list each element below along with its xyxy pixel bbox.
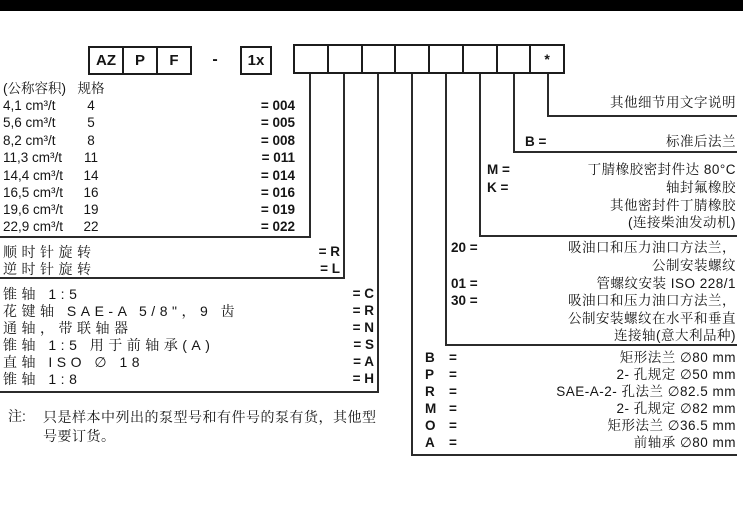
size-row-size: 22 [83,219,99,234]
connector-line [411,74,413,455]
code-box-f: F [156,46,192,75]
flange-row-label: 2- 孔规定 ∅82 mm [616,401,736,416]
connector-line [513,151,737,153]
connector-line [547,115,737,117]
seal-row-label: 丁腈橡胶密封件达 80°C [587,162,736,177]
size-row-size: 5 [87,115,95,130]
rotation-row-code: = L [320,261,340,276]
note-text: 只是样本中列出的泵型号和有件号的泵有货，其他型号要订货。 [43,409,377,444]
size-row-code: = 011 [261,150,295,165]
dash-separator: - [212,51,218,68]
connector-line [377,74,379,392]
connector-line [309,74,311,237]
option-cell-2 [327,44,363,74]
size-row-code: = 004 [260,98,295,113]
size-row-volume: 8,2 cm³/t [3,133,56,148]
rotation-row-label: 逆时针旋转 [3,261,96,277]
shaft-row-label: 锥轴 1:8 [3,371,82,387]
ports-row-code: 20 = [451,240,478,255]
flange-row-letter: A [425,435,435,450]
size-row-volume: 11,3 cm³/t [3,150,63,165]
shaft-row-code: = R [352,303,374,318]
model-code-boxes [88,46,192,75]
size-row-volume: 5,6 cm³/t [3,115,56,130]
flange-row-label: 矩形法兰 ∅80 mm [619,350,736,365]
shaft-row-label: 花键轴 SAE-A 5/8"，9 齿 [3,303,240,319]
connector-line [513,74,515,152]
flange-row-label: SAE-A-2- 孔法兰 ∅82.5 mm [556,384,736,399]
connector-line [0,236,311,238]
size-row-code: = 016 [260,185,295,200]
flange-row-eq: = [449,350,457,365]
shaft-row-code: = H [352,371,374,386]
ports-row-label: 公制安装螺纹 [652,258,736,273]
seal-row-label: 轴封氟橡胶 [666,180,736,195]
connector-line [0,277,345,279]
connector-line [479,235,737,237]
size-header: 规格 [77,81,105,96]
rotation-row-label: 顺时针旋转 [3,244,96,260]
size-row-code: = 008 [260,133,295,148]
ports-row-label: 公制安装螺纹在水平和垂直 [568,311,736,326]
option-cell-5 [428,44,464,74]
shaft-row-label: 通轴，带联轴器 [3,320,133,336]
size-row-size: 8 [87,133,95,148]
shaft-row-code: = S [353,337,374,352]
flange-row-eq: = [449,418,457,433]
rear-flange-code: B = [525,134,547,149]
series-box [240,46,272,75]
connector-line [547,74,549,116]
seal-row-code: K = [487,180,509,195]
option-cell-3 [361,44,397,74]
shaft-row-code: = C [352,286,374,301]
flange-row-letter: P [425,367,435,382]
flange-row-label: 前轴承 ∅80 mm [633,435,736,450]
shaft-row-label: 直轴 ISO ∅ 18 [3,354,145,370]
size-row-code: = 005 [260,115,295,130]
flange-row-letter: O [425,418,436,433]
seal-row-label: (连接柴油发动机) [628,215,736,230]
flange-row-label: 2- 孔规定 ∅50 mm [616,367,736,382]
connector-line [445,74,447,345]
rear-flange-label: 标准后法兰 [666,134,736,149]
option-cells [293,44,565,74]
rotation-row-code: = R [318,244,340,259]
code-box-az: AZ [88,46,124,75]
shaft-row-code: = N [352,320,374,335]
size-row-size: 16 [83,185,99,200]
size-row-volume: 19,6 cm³/t [3,202,64,217]
size-row-volume: 16,5 cm³/t [3,185,64,200]
option-cell-6 [462,44,498,74]
shaft-row-code: = A [353,354,374,369]
other-details-label: 其他细节用文字说明 [610,95,736,110]
flange-row-letter: R [425,384,435,399]
size-row-size: 11 [83,150,98,165]
size-row-code: = 019 [260,202,295,217]
connector-line [479,74,481,236]
size-row-size: 14 [83,168,99,183]
series-box-1x: 1x [240,46,272,75]
connector-line [445,344,737,346]
shaft-row-label: 锥轴 1:5 [3,286,82,302]
flange-row-eq: = [449,367,457,382]
size-volume-header: (公称容积) [3,81,66,96]
option-cell-7 [496,44,532,74]
flange-row-letter: M [425,401,437,416]
size-row-code: = 022 [260,219,295,234]
note-label: 注: [8,408,26,424]
connector-line [411,454,737,456]
flange-row-eq: = [449,401,457,416]
flange-row-eq: = [449,435,457,450]
page-header-bar [0,0,743,11]
size-row-size: 19 [83,202,99,217]
size-row-code: = 014 [260,168,295,183]
ports-row-code: 30 = [451,293,478,308]
seal-row-label: 其他密封件丁腈橡胶 [610,198,736,213]
flange-row-letter: B [425,350,435,365]
ports-row-label: 管螺纹安装 ISO 228/1 [596,276,736,291]
code-box-p: P [122,46,158,75]
size-row-size: 4 [87,98,95,113]
flange-row-label: 矩形法兰 ∅36.5 mm [607,418,736,433]
size-row-volume: 14,4 cm³/t [3,168,64,183]
size-row-volume: 4,1 cm³/t [3,98,56,113]
option-cell-1 [293,44,329,74]
size-row-volume: 22,9 cm³/t [3,219,64,234]
option-cell-4 [394,44,430,74]
star-cell: * [529,44,565,74]
flange-row-eq: = [449,384,457,399]
ports-row-label: 吸油口和压力油口方法兰， [568,240,736,255]
ports-row-label: 吸油口和压力油口方法兰， [568,293,736,308]
shaft-row-label: 锥轴 1:5 用于前轴承(A) [3,337,215,353]
connector-line [0,391,379,393]
ports-row-label: 连接轴(意大利品种) [614,328,736,343]
seal-row-code: M = [487,162,510,177]
ports-row-code: 01 = [451,276,478,291]
connector-line [343,74,345,278]
